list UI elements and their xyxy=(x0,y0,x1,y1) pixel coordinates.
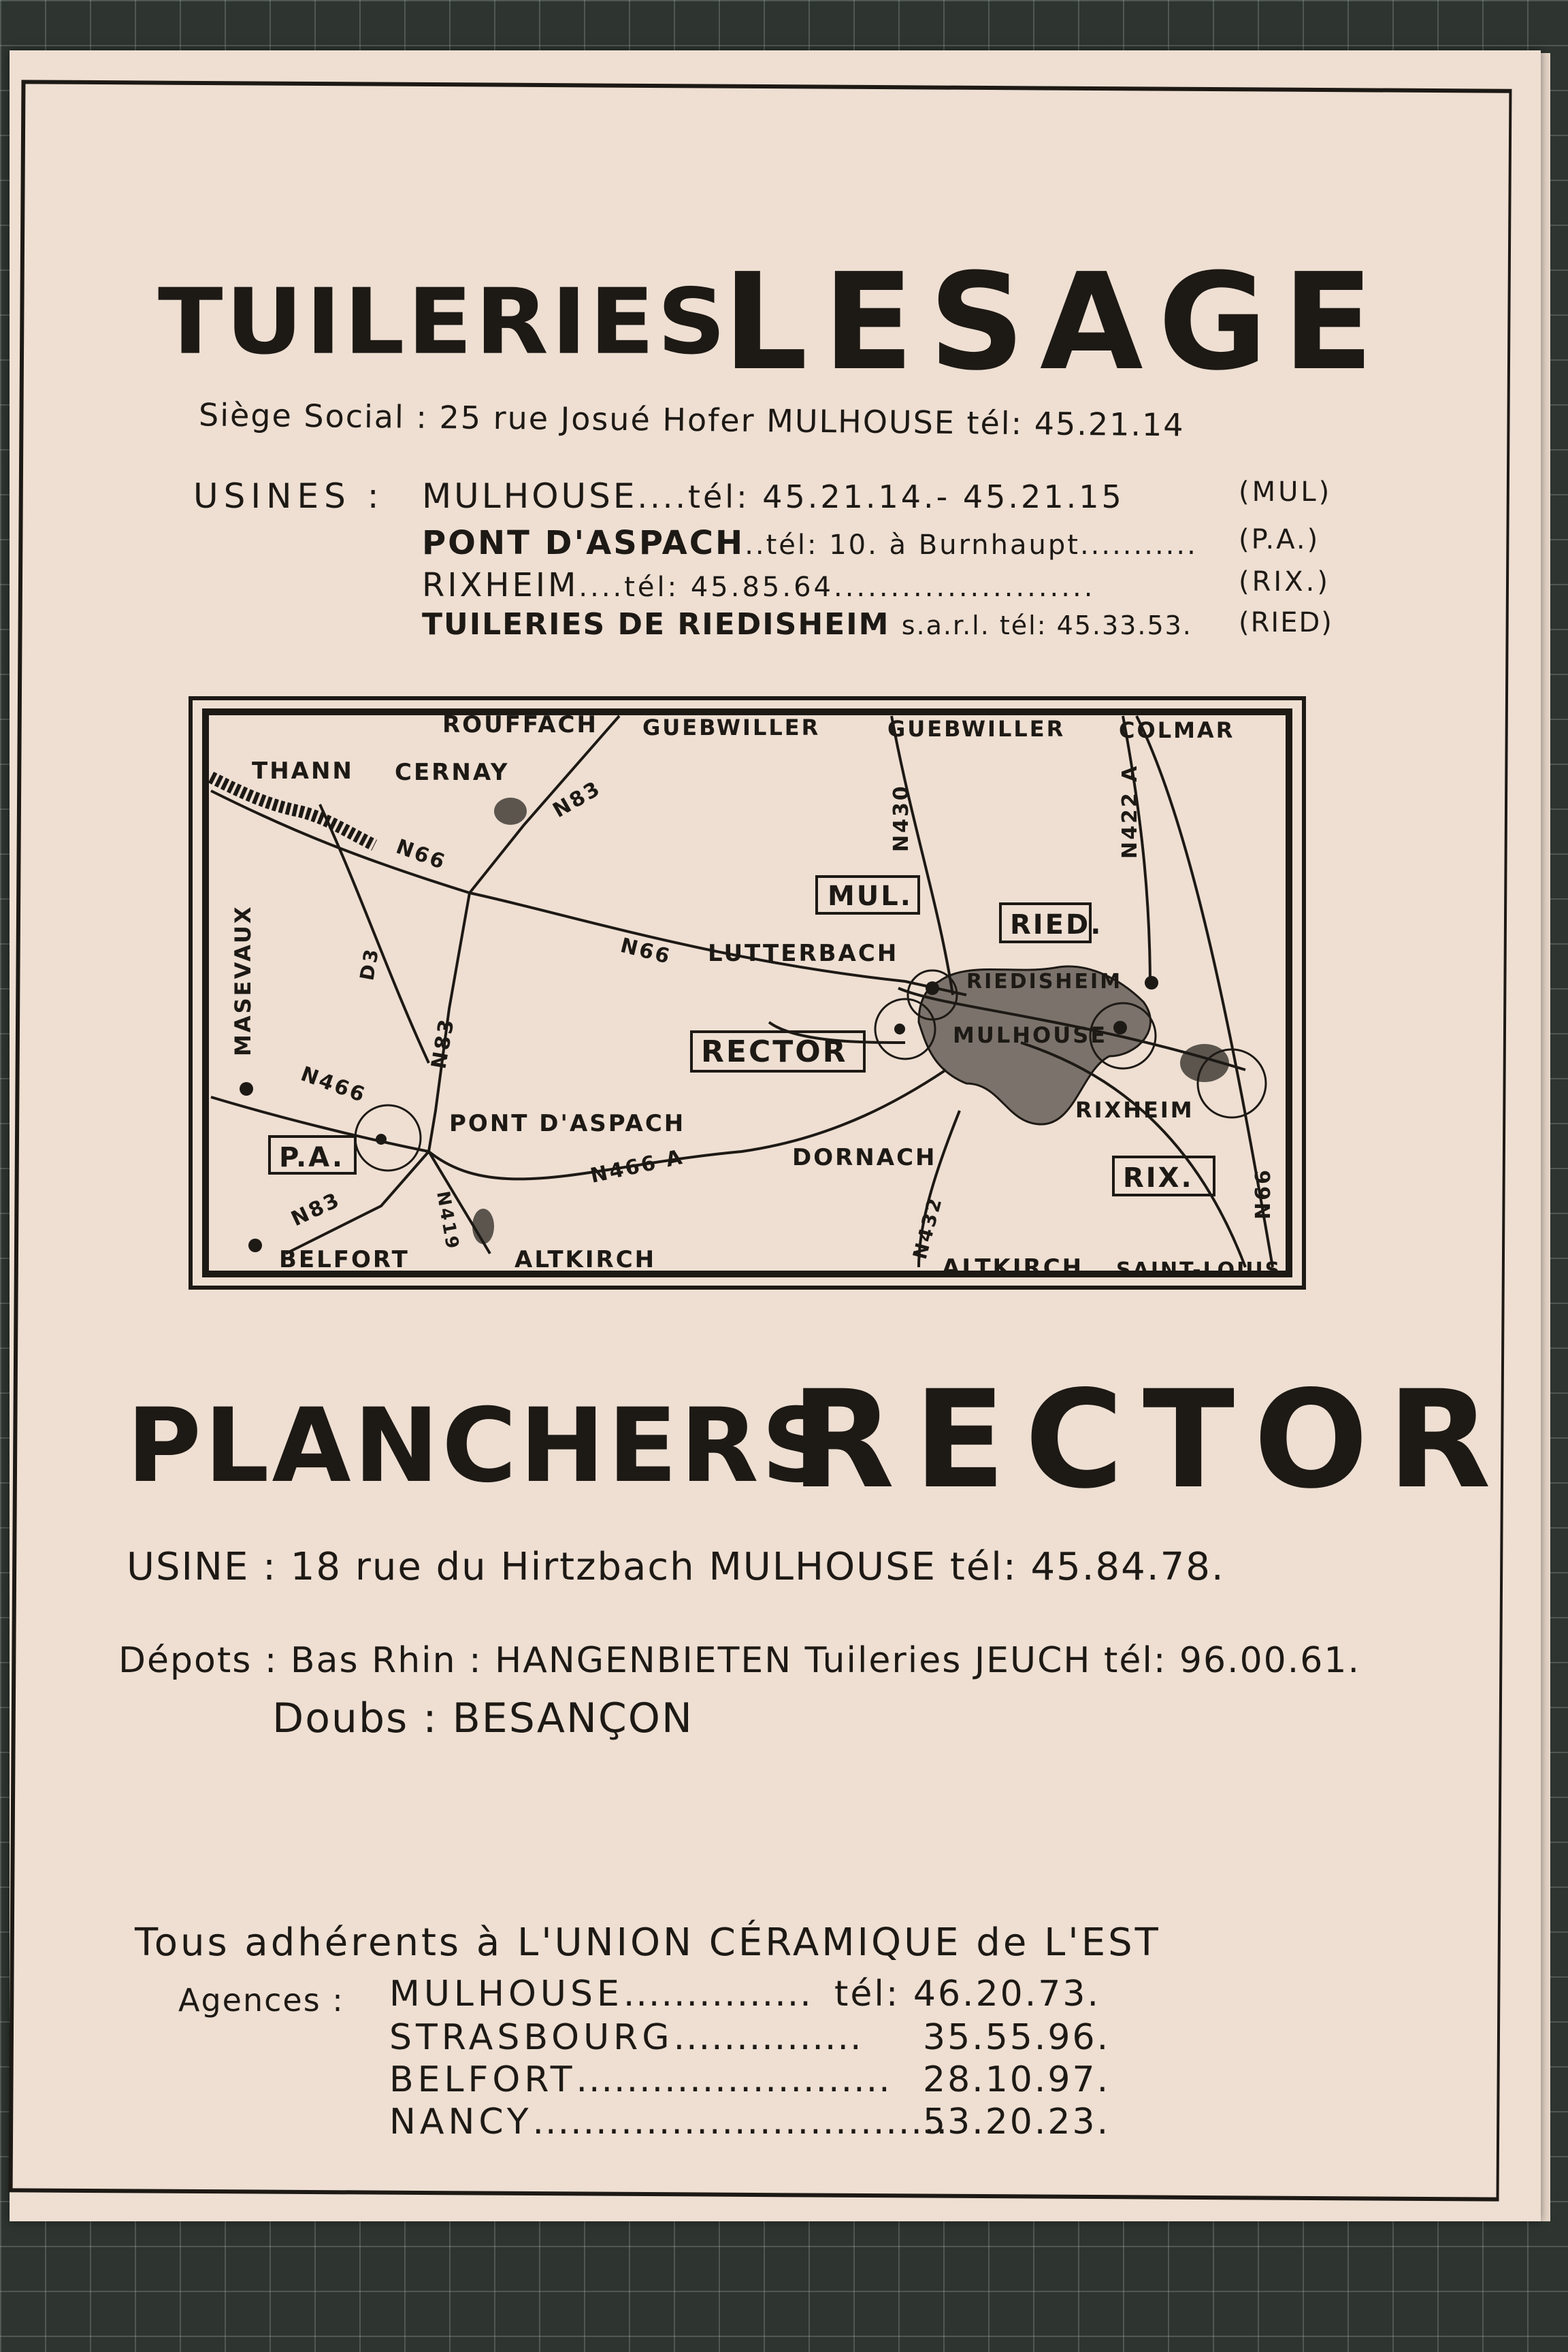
dot-belfort xyxy=(248,1239,262,1252)
usine-row xyxy=(422,524,1320,562)
map-label-d3: D3 xyxy=(355,945,384,983)
agence-dots: ............... xyxy=(673,2017,863,2058)
map-label-rector: RECTOR xyxy=(701,1034,848,1069)
map-label-n66-east: N66 xyxy=(1252,1168,1275,1220)
map-label-pont-daspach: PONT D'ASPACH xyxy=(449,1110,686,1137)
map-label-n66: N66 xyxy=(618,933,674,970)
usine-detail: s.a.r.l. tél: 45.33.53. xyxy=(901,610,1192,640)
usine-name: PONT D'ASPACH xyxy=(422,524,745,562)
map-label-dornach: DORNACH xyxy=(792,1144,937,1171)
agence-row xyxy=(389,2017,863,2058)
agence-city: MULHOUSE xyxy=(389,1974,623,2014)
rector-doubs-line: Doubs : BESANÇON xyxy=(272,1695,693,1742)
usine-name: TUILERIES DE RIEDISHEIM xyxy=(422,607,890,642)
agence-city: STRASBOURG xyxy=(389,2017,674,2058)
map-svg xyxy=(184,689,1313,1301)
map-label-rix: RIX. xyxy=(1123,1162,1194,1194)
usine-code: (RIED) xyxy=(1239,607,1333,638)
usine-row xyxy=(422,607,1333,642)
dot-riedisheim xyxy=(1145,976,1158,990)
map-label-n66-west: N66 xyxy=(393,834,450,875)
agence-row xyxy=(389,2102,949,2142)
road-n430 xyxy=(892,716,953,995)
map-label-n466: N466 xyxy=(297,1062,370,1108)
road-n83-north xyxy=(470,716,619,893)
map-cernay-hatch xyxy=(494,798,527,825)
agences-list xyxy=(389,1974,1274,2164)
agence-row xyxy=(389,1974,813,2014)
agence-city: NANCY xyxy=(389,2102,533,2142)
dot-ried xyxy=(1113,1021,1127,1034)
agence-row xyxy=(389,2059,892,2100)
map-label-ried: RIED. xyxy=(1010,909,1103,941)
agence-phone: 35.55.96. xyxy=(923,2017,1111,2058)
usine-row xyxy=(422,566,1330,604)
usine-detail: ..tél: 10. à Burnhaupt........... xyxy=(745,529,1198,561)
map-label-rouffach: ROUFFACH xyxy=(442,711,598,738)
map-label-altkirch-east: ALTKIRCH xyxy=(942,1254,1084,1281)
map-label-rixheim: RIXHEIM xyxy=(1075,1097,1194,1123)
rector-depots-line: Dépots : Bas Rhin : HANGENBIETEN Tuileries JEUCH tél: 96.00.61. xyxy=(118,1640,1360,1681)
map-label-n432: N432 xyxy=(908,1194,947,1262)
map-label-thann: THANN xyxy=(252,757,354,785)
dot-mul xyxy=(926,981,939,995)
agence-city: BELFORT xyxy=(389,2059,576,2100)
title-lesage: LESAGE xyxy=(723,245,1389,400)
title-rector: RECTOR xyxy=(791,1361,1510,1518)
map-label-n422a: N422 A xyxy=(1118,764,1142,859)
title-tuileries: TUILERIES xyxy=(158,270,729,375)
siege-social-line: Siège Social : 25 rue Josué Hofer MULHOUSE tél: 45.21.14 xyxy=(198,396,1185,444)
map-label-pa: P.A. xyxy=(279,1142,345,1173)
title-planchers: PLANCHERS xyxy=(127,1387,838,1505)
usine-code: (P.A.) xyxy=(1239,524,1320,555)
map-label-altkirch-west: ALTKIRCH xyxy=(514,1246,657,1273)
map-label-belfort: BELFORT xyxy=(279,1246,410,1273)
union-title: Tous adhérents à L'UNION CÉRAMIQUE de L'EST xyxy=(135,1921,1161,1965)
location-map xyxy=(184,689,1313,1301)
usines-label: USINES : xyxy=(193,476,385,516)
usine-code: (RIX.) xyxy=(1239,566,1330,598)
agence-dots: ................................. xyxy=(532,2102,949,2142)
usine-row xyxy=(422,476,1333,516)
map-label-guebwiller-east: GUEBWILLER xyxy=(887,716,1066,742)
map-label-n419: N419 xyxy=(432,1190,463,1252)
map-label-masevaux: MASEVAUX xyxy=(230,904,256,1056)
rector-usine-line: USINE : 18 rue du Hirtzbach MULHOUSE tél: 45.84.78. xyxy=(127,1545,1225,1589)
map-label-n430: N430 xyxy=(889,784,913,852)
agence-phone: tél: 46.20.73. xyxy=(834,1974,1100,2014)
usine-code: (MUL) xyxy=(1239,476,1333,508)
map-label-n83: N83 xyxy=(427,1015,460,1071)
map-label-mulhouse: MULHOUSE xyxy=(953,1022,1108,1048)
map-label-n83-belfort: N83 xyxy=(287,1188,345,1232)
map-label-riedisheim: RIEDISHEIM xyxy=(966,970,1123,994)
map-label-guebwiller-west: GUEBWILLER xyxy=(642,715,821,740)
map-label-n466a: N466 A xyxy=(588,1145,687,1188)
usine-detail: ....tél: 45.85.64....................... xyxy=(578,572,1096,603)
dot-pa xyxy=(376,1134,387,1145)
circle-rix xyxy=(1198,1049,1266,1117)
map-label-n83-north: N83 xyxy=(549,776,606,823)
map-label-saint-louis: SAINT-LOUIS xyxy=(1116,1258,1282,1282)
dot-masevaux xyxy=(240,1082,253,1096)
usine-name: RIXHEIM xyxy=(422,566,579,604)
map-label-lutterbach: LUTTERBACH xyxy=(708,940,899,967)
usine-detail: ....tél: 45.21.14.- 45.21.15 xyxy=(637,478,1124,515)
agence-dots: ............... xyxy=(623,1974,813,2014)
map-label-cernay: CERNAY xyxy=(395,759,510,786)
map-thann-river xyxy=(211,777,374,845)
map-label-colmar: COLMAR xyxy=(1119,717,1235,743)
agences-label: Agences : xyxy=(178,1982,344,2019)
usine-name: MULHOUSE xyxy=(422,476,638,516)
dot-rector xyxy=(894,1024,905,1034)
agence-dots: ......................... xyxy=(576,2059,892,2100)
agence-phone: 28.10.97. xyxy=(923,2059,1111,2100)
map-altkirch-hatch xyxy=(472,1209,494,1244)
map-label-mul: MUL. xyxy=(828,881,913,912)
agence-phone: 53.20.23. xyxy=(923,2102,1111,2142)
